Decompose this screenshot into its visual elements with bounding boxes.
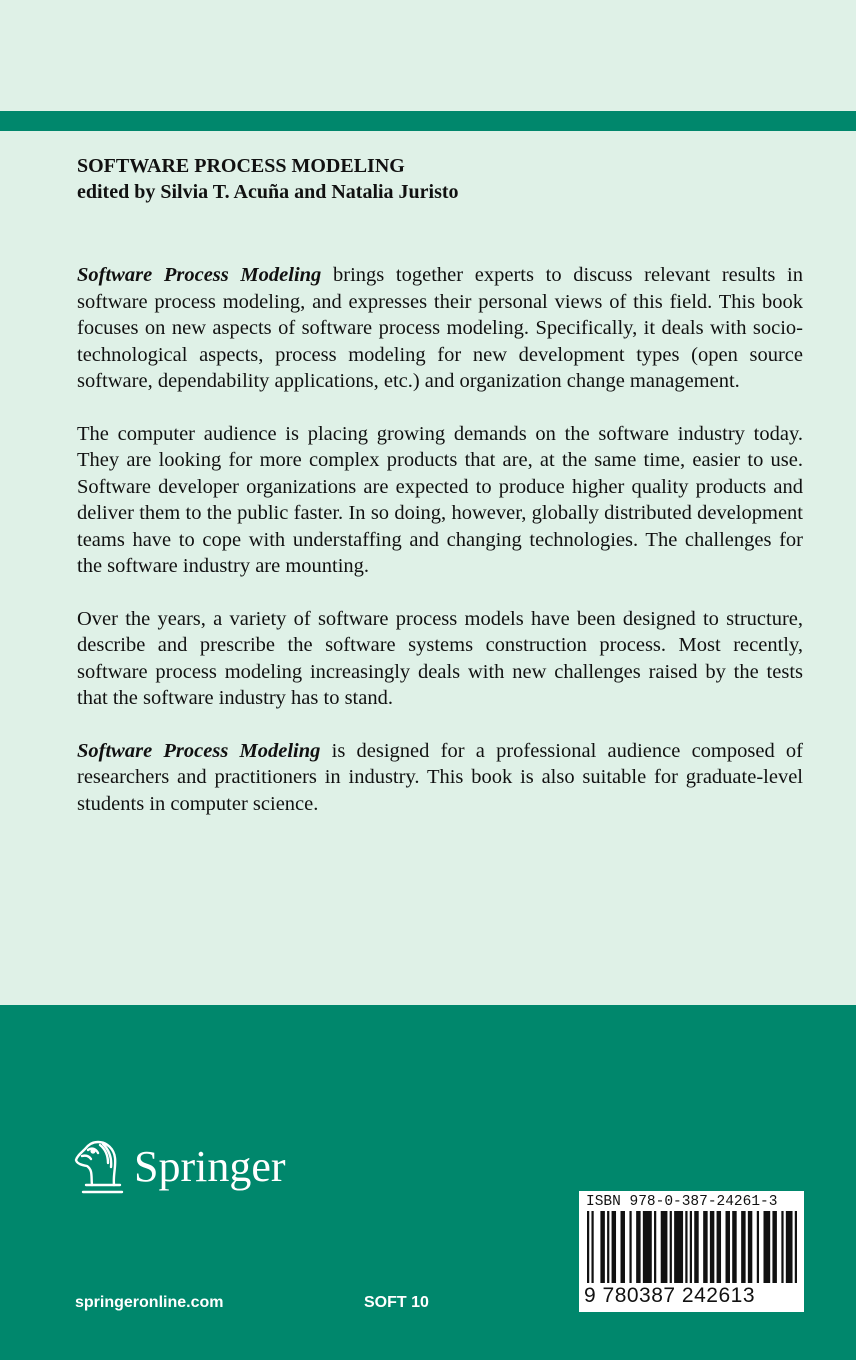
- barcode-bar: [726, 1211, 730, 1283]
- barcode-bar: [607, 1211, 609, 1283]
- barcode-bar: [703, 1211, 707, 1283]
- barcode-bar: [717, 1211, 721, 1283]
- book-editors: edited by Silvia T. Acuña and Natalia Juristo: [77, 181, 459, 203]
- barcode-bar: [636, 1211, 640, 1283]
- barcode-bar: [629, 1211, 631, 1283]
- barcode-bars: [587, 1211, 797, 1283]
- isbn-label: ISBN 978-0-387-24261-3: [586, 1194, 778, 1210]
- description-title-ref: Software Process Modeling: [77, 739, 321, 762]
- book-header: [77, 153, 787, 205]
- barcode-bar: [757, 1211, 759, 1283]
- barcode-bar: [600, 1211, 604, 1283]
- book-title: SOFTWARE PROCESS MODELING: [77, 155, 405, 177]
- barcode-bar: [612, 1211, 616, 1283]
- barcode-bar: [670, 1211, 672, 1283]
- publisher-name: Springer: [134, 1142, 286, 1191]
- barcode-bar: [786, 1211, 793, 1283]
- isbn-barcode: [579, 1191, 804, 1312]
- barcode-bar: [591, 1211, 593, 1283]
- book-description: [77, 262, 803, 817]
- barcode-bar: [690, 1211, 692, 1283]
- description-paragraph-1: Software Process Modeling brings together experts to discuss relevant results in software process modeling, and expresses their personal views of this field. This book focuses on new aspects of software process modeling. Specifically, it deals with socio-technological aspects, process modeling for new development types (open source software, dependability applications, etc.) and organization change management.: [77, 264, 803, 392]
- barcode-bar: [781, 1211, 783, 1283]
- knight-chess-piece-icon: [72, 1139, 124, 1197]
- barcode-bar: [710, 1211, 714, 1283]
- ean-number: 9 780387 242613: [584, 1284, 755, 1307]
- barcode-bar: [795, 1211, 797, 1283]
- barcode-bar: [748, 1211, 752, 1283]
- barcode-bar: [772, 1211, 776, 1283]
- barcode-bar: [643, 1211, 652, 1283]
- barcode-bar: [661, 1211, 668, 1283]
- barcode-bar: [694, 1211, 698, 1283]
- barcode-bar: [732, 1211, 736, 1283]
- barcode-bar: [763, 1211, 770, 1283]
- barcode-bar: [685, 1211, 687, 1283]
- publisher-logo: [72, 1135, 332, 1199]
- description-paragraph-4: Software Process Modeling is designed for a professional audience composed of researchers and practitioners in industry. This book is also suitable for graduate-level students in computer science.: [77, 739, 803, 815]
- description-paragraph-2: The computer audience is placing growing demands on the software industry today. They are looking for more complex products that are, at the same time, easier to use. Software developer organizations are expected to produce higher quality products and deliver them to the public faster. In so doing, however, globally distributed development teams have to cope with understaffing and changing technologies. The challenges for the software industry are mounting.: [77, 422, 803, 577]
- barcode-bar: [587, 1211, 589, 1283]
- barcode-bar: [741, 1211, 745, 1283]
- publisher-website: springeronline.com: [75, 1294, 224, 1311]
- description-paragraph-3: Over the years, a variety of software process models have been designed to structure, describe and prescribe the software systems construction process. Most recently, software process modeling increasingly deals with new challenges raised by the tests that the software industry has to stand.: [77, 607, 803, 709]
- series-code: SOFT 10: [364, 1294, 429, 1311]
- barcode-bar: [621, 1211, 625, 1283]
- top-accent-stripe: [0, 111, 856, 131]
- barcode-bar: [654, 1211, 656, 1283]
- barcode-bar: [674, 1211, 683, 1283]
- description-title-ref: Software Process Modeling: [77, 264, 322, 286]
